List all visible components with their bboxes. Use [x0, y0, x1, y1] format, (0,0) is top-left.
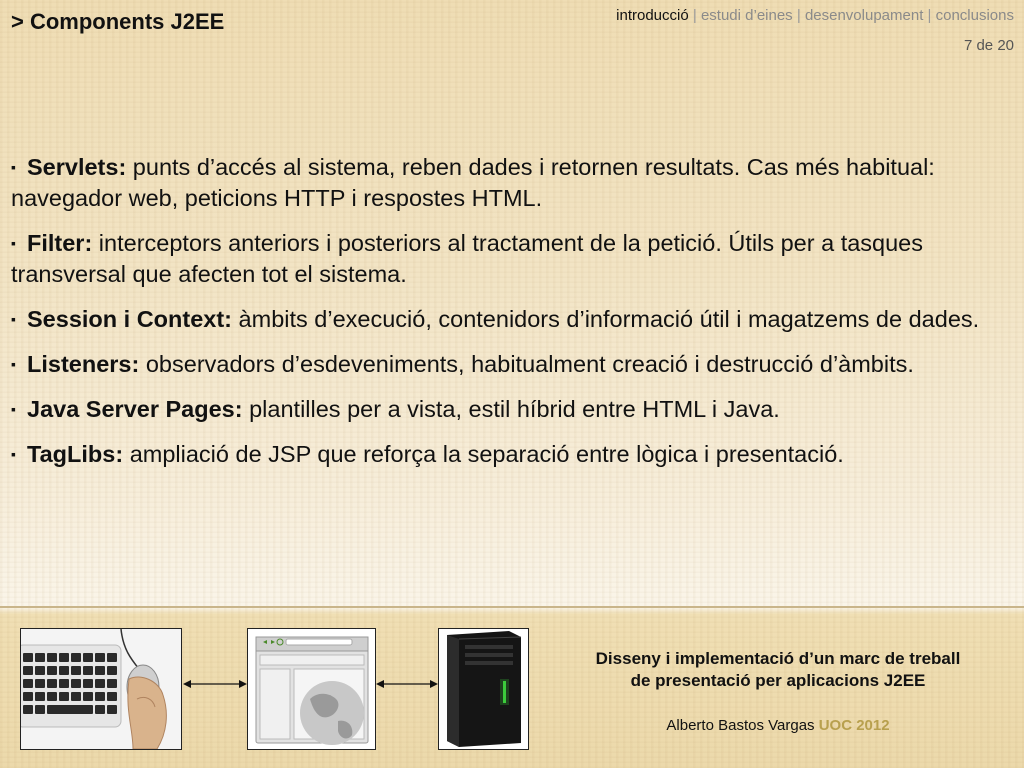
author-credit: [548, 717, 1008, 734]
web-browser-globe-image: [247, 628, 376, 750]
presentation-title: [548, 648, 1008, 692]
double-arrow-icon: [183, 677, 247, 691]
list-item-filter: [11, 228, 1011, 290]
bullet-icon: ▪: [11, 356, 16, 372]
presentation-title-line1: Disseny i implementació d’un marc de treball: [595, 649, 961, 668]
presentation-title-line2: de presentació per aplicacions J2EE: [630, 671, 926, 690]
bullet-icon: ▪: [11, 159, 16, 175]
bullet-text: plantilles per a vista, estil híbrid entre HTML i Java.: [242, 396, 780, 422]
component-list: [11, 152, 1011, 484]
nav-introduccio[interactable]: introducció: [616, 7, 689, 24]
bullet-icon: ▪: [11, 401, 16, 417]
nav-separator: |: [927, 7, 932, 24]
section-nav: [616, 7, 1014, 24]
slide-title: > Components J2EE: [11, 9, 225, 34]
nav-separator: |: [796, 7, 801, 24]
bullet-term: Listeners:: [27, 351, 140, 377]
bullet-text: punts d’accés al sistema, reben dades i retornen resultats. Cas més habitual: navegador web, peticions HTTP i respostes HTML.: [11, 154, 935, 211]
bullet-text: observadors d’esdeveniments, habitualment creació i destrucció d’àmbits.: [139, 351, 914, 377]
nav-separator: |: [692, 7, 697, 24]
bullet-text: interceptors anteriors i posteriors al tractament de la petició. Útils per a tasques transversal que afecten tot el sistema.: [11, 230, 923, 287]
nav-desenvolupament[interactable]: desenvolupament: [804, 7, 924, 24]
double-arrow-icon: [376, 677, 438, 691]
list-item-listeners: [11, 349, 1011, 380]
nav-estudi-deines[interactable]: estudi d’eines: [700, 7, 793, 24]
bullet-term: Java Server Pages:: [27, 396, 243, 422]
bullet-term: Servlets:: [27, 154, 127, 180]
list-item-session-context: [11, 304, 1011, 335]
nav-conclusions[interactable]: conclusions: [935, 7, 1014, 24]
footer-divider: [0, 606, 1024, 608]
bullet-term: Filter:: [27, 230, 93, 256]
author-name: Alberto Bastos Vargas: [666, 717, 819, 734]
list-item-jsp: [11, 394, 1011, 425]
bullet-icon: ▪: [11, 235, 16, 251]
bullet-term: TagLibs:: [27, 441, 124, 467]
brand-label: UOC 2012: [818, 717, 890, 734]
list-item-taglibs: [11, 439, 1011, 470]
bullet-text: àmbits d’execució, contenidors d’informació útil i magatzems de dades.: [232, 306, 980, 332]
server-tower-image: [438, 628, 529, 750]
bullet-term: Session i Context:: [27, 306, 233, 332]
list-item-servlets: [11, 152, 1011, 214]
page-counter: 7 de 20: [963, 37, 1014, 54]
bullet-icon: ▪: [11, 311, 16, 327]
keyboard-mouse-image: [20, 628, 182, 750]
bullet-text: ampliació de JSP que reforça la separació entre lògica i presentació.: [123, 441, 844, 467]
bullet-icon: ▪: [11, 446, 16, 462]
